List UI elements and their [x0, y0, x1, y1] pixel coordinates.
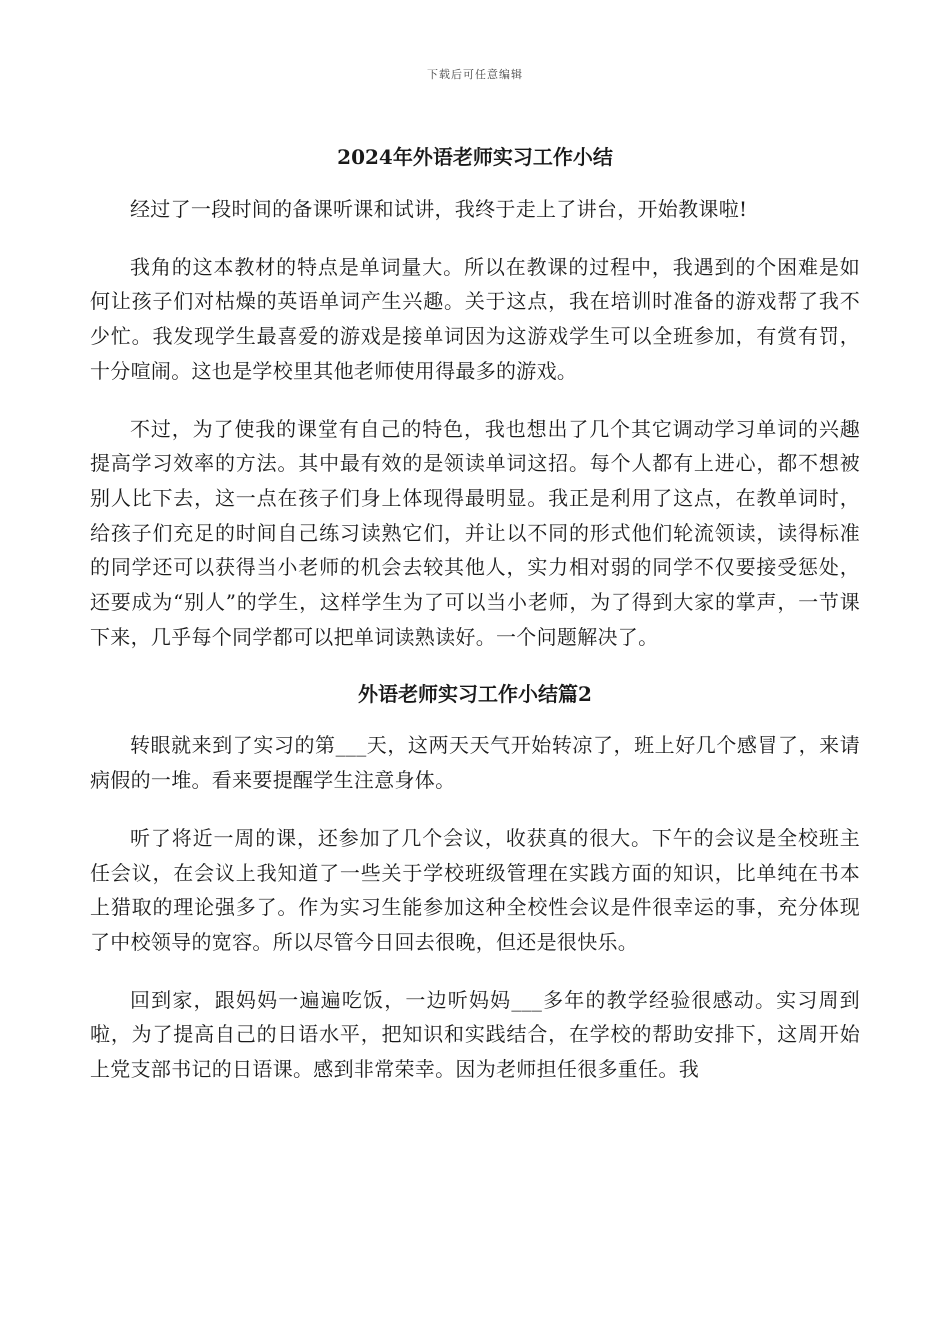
- header-note: 下载后可任意编辑: [427, 68, 523, 81]
- paragraph-1: 经过了一段时间的备课听课和试讲，我终于走上了讲台，开始教课啦!: [130, 197, 748, 221]
- document-body: [90, 140, 860, 1110]
- paragraph-4: 转眼就来到了实习的第___天，这两天天气开始转凉了，班上好几个感冒了，来请病假的一堆。看来要提醒学生注意身体。: [90, 733, 860, 793]
- document-title: 2024年外语老师实习工作小结: [337, 145, 613, 169]
- paragraph-6: 回到家，跟妈妈一遍遍吃饭，一边听妈妈___多年的教学经验很感动。实习周到啦，为了提高自己的日语水平，把知识和实践结合，在学校的帮助安排下，这周开始上党支部书记的日语课。感到非常荣幸。因为老师担任很多重任。我: [90, 987, 860, 1082]
- paragraph-2: 我角的这本教材的特点是单词量大。所以在教课的过程中，我遇到的个困难是如何让孩子们对枯燥的英语单词产生兴趣。关于这点，我在培训时准备的游戏帮了我不少忙。我发现学生最喜爱的游戏是接单词因为这游戏学生可以全班参加，有赏有罚，十分喧闹。这也是学校里其他老师使用得最多的游戏。: [90, 254, 860, 383]
- section-2-title: 外语老师实习工作小结篇2: [358, 682, 592, 707]
- paragraph-3: 不过，为了使我的课堂有自己的特色，我也想出了几个其它调动学习单词的兴趣提高学习效率的方法。其中最有效的是领读单词这招。每个人都有上进心，都不想被别人比下去，这一点在孩子们身上体现得最明显。我正是利用了这点，在教单词时，给孩子们充足的时间自己练习读熟它们，并让以不同的形式他们轮流领读，读得标准的同学还可以获得当小老师的机会去较其他人，实力相对弱的同学不仅要接受惩处，还要成为“别人”的学生，这样学生为了可以当小老师，为了得到大家的掌声，一节课下来，几乎每个同学都可以把单词读熟读好。一个问题解决了。: [90, 416, 860, 649]
- paragraph-5: 听了将近一周的课，还参加了几个会议，收获真的很大。下午的会议是全校班主任会议，在会议上我知道了一些关于学校班级管理在实践方面的知识，比单纯在书本上猎取的理论强多了。作为实习生能参加这种全校性会议是件很幸运的事，充分体现了中校领导的宽容。所以尽管今日回去很晚，但还是很快乐。: [90, 825, 860, 954]
